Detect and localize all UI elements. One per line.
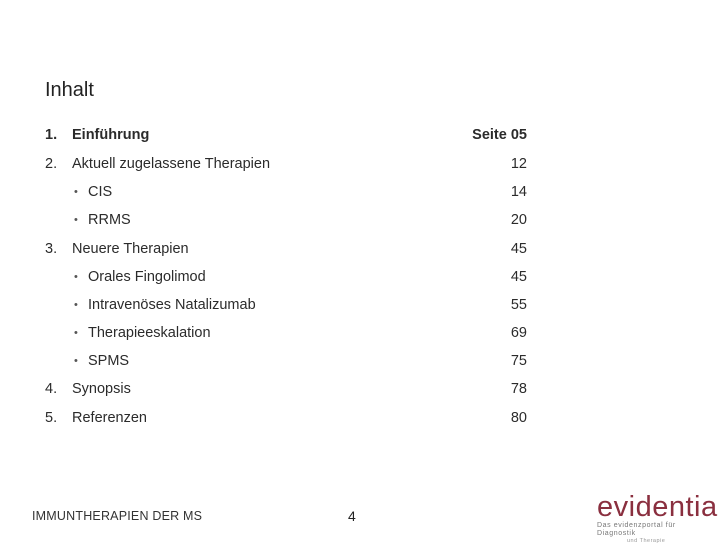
bullet-icon: • [74, 186, 78, 198]
toc-number: 3. [45, 241, 58, 257]
toc-label: Einführung [72, 127, 150, 143]
toc-label: Intravenöses Natalizumab [88, 297, 256, 313]
toc-row[interactable] [0, 295, 720, 315]
toc-row[interactable] [0, 239, 720, 259]
toc-row[interactable] [0, 182, 720, 202]
toc-label: RRMS [88, 212, 131, 228]
footer-title: IMMUNTHERAPIEN DER MS [32, 509, 203, 523]
toc-label: Synopsis [72, 381, 131, 397]
page-title: Inhalt [45, 79, 94, 101]
bullet-icon: • [74, 355, 78, 367]
bullet-icon: • [74, 327, 78, 339]
toc-row[interactable] [0, 154, 720, 174]
toc-row[interactable] [0, 267, 720, 287]
toc-page: 14 [510, 184, 527, 200]
logo-wordmark: evidentia [597, 491, 718, 523]
toc-page: Seite 05 [472, 127, 527, 143]
toc-number: 2. [45, 156, 58, 172]
toc-label: Orales Fingolimod [88, 269, 206, 285]
toc-page: 45 [510, 269, 527, 285]
toc-label: Aktuell zugelassene Therapien [72, 156, 271, 172]
bullet-icon: • [74, 214, 78, 226]
toc-row[interactable] [0, 379, 720, 399]
toc-page: 45 [510, 241, 527, 257]
logo-tagline-2: und Therapie [627, 538, 666, 544]
toc-number: 4. [45, 381, 58, 397]
toc-row[interactable] [0, 351, 720, 371]
toc-label: Referenzen [72, 410, 147, 426]
evidentia-logo [597, 491, 718, 544]
toc-page: 12 [510, 156, 527, 172]
toc-row[interactable] [0, 323, 720, 343]
toc-row[interactable] [0, 125, 720, 145]
footer-page-number: 4 [348, 508, 356, 524]
toc-label: Neuere Therapien [72, 241, 189, 257]
logo-tagline: Das evidenzportal für Diagnostik [597, 522, 676, 537]
toc-row[interactable] [0, 408, 720, 428]
toc-page: 78 [510, 381, 527, 397]
bullet-icon: • [74, 299, 78, 311]
bullet-icon: • [74, 271, 78, 283]
toc-label: CIS [88, 184, 113, 200]
toc-page: 20 [510, 212, 527, 228]
toc-page: 80 [510, 410, 527, 426]
toc-page: 75 [510, 353, 527, 369]
toc-row[interactable] [0, 210, 720, 230]
toc-number: 5. [45, 410, 58, 426]
toc-label: Therapieeskalation [88, 325, 211, 341]
toc-label: SPMS [88, 353, 130, 369]
toc-page: 69 [510, 325, 527, 341]
toc-page: 55 [510, 297, 527, 313]
toc-number: 1. [45, 127, 58, 143]
